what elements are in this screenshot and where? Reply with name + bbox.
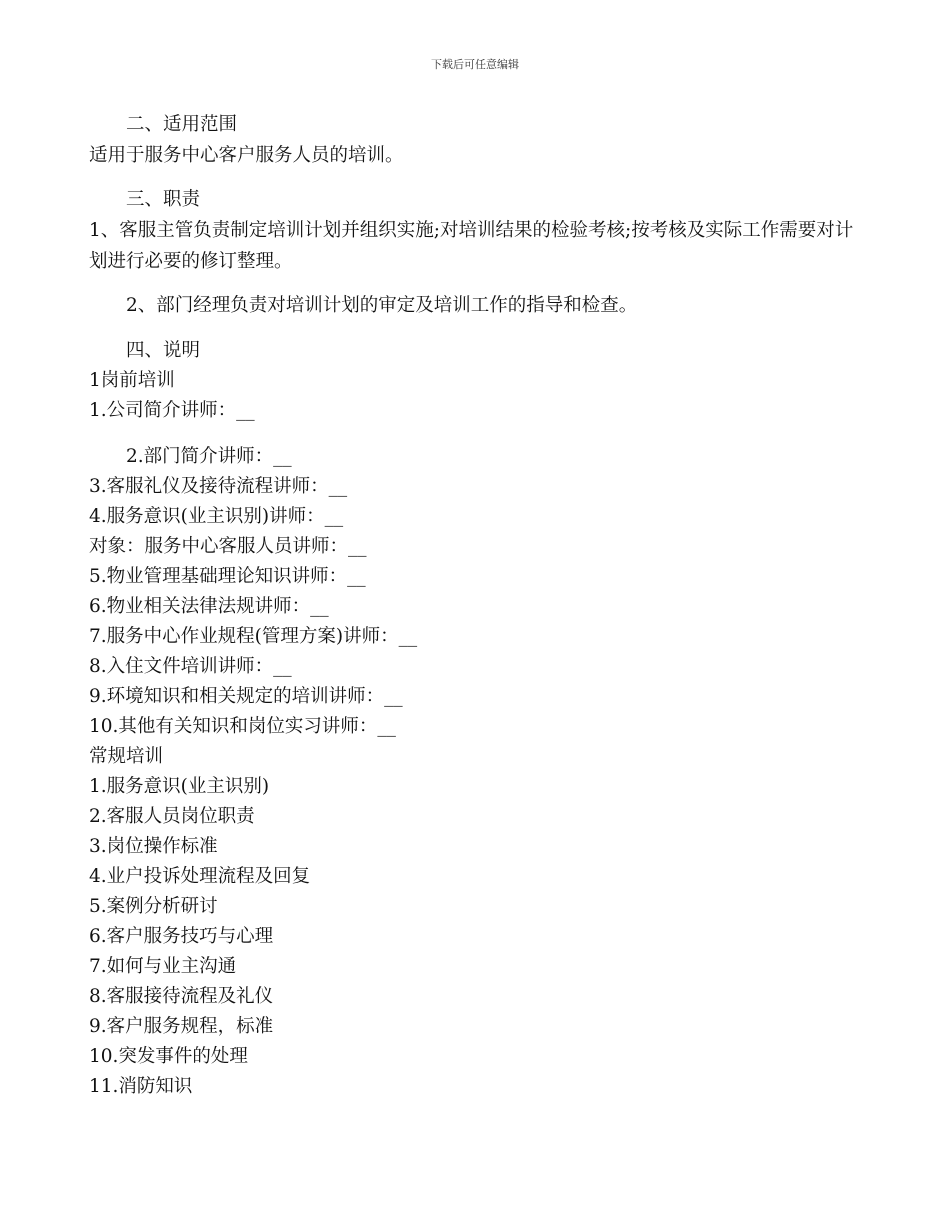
list-item: 3.岗位操作标准 [89,836,218,857]
list-item: 9.环境知识和相关规定的培训讲师：__ [89,686,403,707]
duty-item-2: 2、部门经理负责对培训计划的审定及培训工作的指导和检查。 [126,295,638,316]
scope-text: 适用于服务中心客户服务人员的培训。 [89,145,404,166]
list-item: 1.服务意识(业主识别) [89,776,270,797]
list-item: 4.服务意识(业主识别)讲师：__ [89,506,344,527]
list-item: 9.客户服务规程，标准 [89,1016,274,1037]
list-item: 10.其他有关知识和岗位实习讲师：__ [89,716,396,737]
section-heading-scope: 二、适用范围 [126,114,238,135]
list-item: 3.客服礼仪及接待流程讲师：__ [89,476,348,497]
list-item: 8.入住文件培训讲师：__ [89,656,292,677]
list-item: 对象：服务中心客服人员讲师：__ [89,536,367,557]
page-header: 下载后可任意编辑 [431,58,519,71]
pre-job-training-heading: 1岗前培训 [89,370,175,391]
section-heading-notes: 四、说明 [126,340,201,361]
list-item: 2.部门简介讲师：__ [126,446,292,467]
list-item: 7.服务中心作业规程(管理方案)讲师：__ [89,626,418,647]
list-item: 8.客服接待流程及礼仪 [89,986,274,1007]
list-item: 5.物业管理基础理论知识讲师：__ [89,566,366,587]
list-item: 7.如何与业主沟通 [89,956,237,977]
list-item: 5.案例分析研讨 [89,896,218,917]
section-heading-duties: 三、职责 [126,189,201,210]
duty-item-1: 1、客服主管负责制定培训计划并组织实施;对培训结果的检验考核;按考核及实际工作需要对计划进行必要的修订整理。 [89,220,854,272]
list-item: 1.公司简介讲师：__ [89,400,255,421]
list-item: 11.消防知识 [89,1076,193,1097]
list-item: 10.突发事件的处理 [89,1046,248,1067]
regular-training-heading: 常规培训 [89,746,164,767]
list-item: 4.业户投诉处理流程及回复 [89,866,311,887]
list-item: 6.物业相关法律法规讲师：__ [89,596,329,617]
list-item: 2.客服人员岗位职责 [89,806,255,827]
list-item: 6.客户服务技巧与心理 [89,926,274,947]
